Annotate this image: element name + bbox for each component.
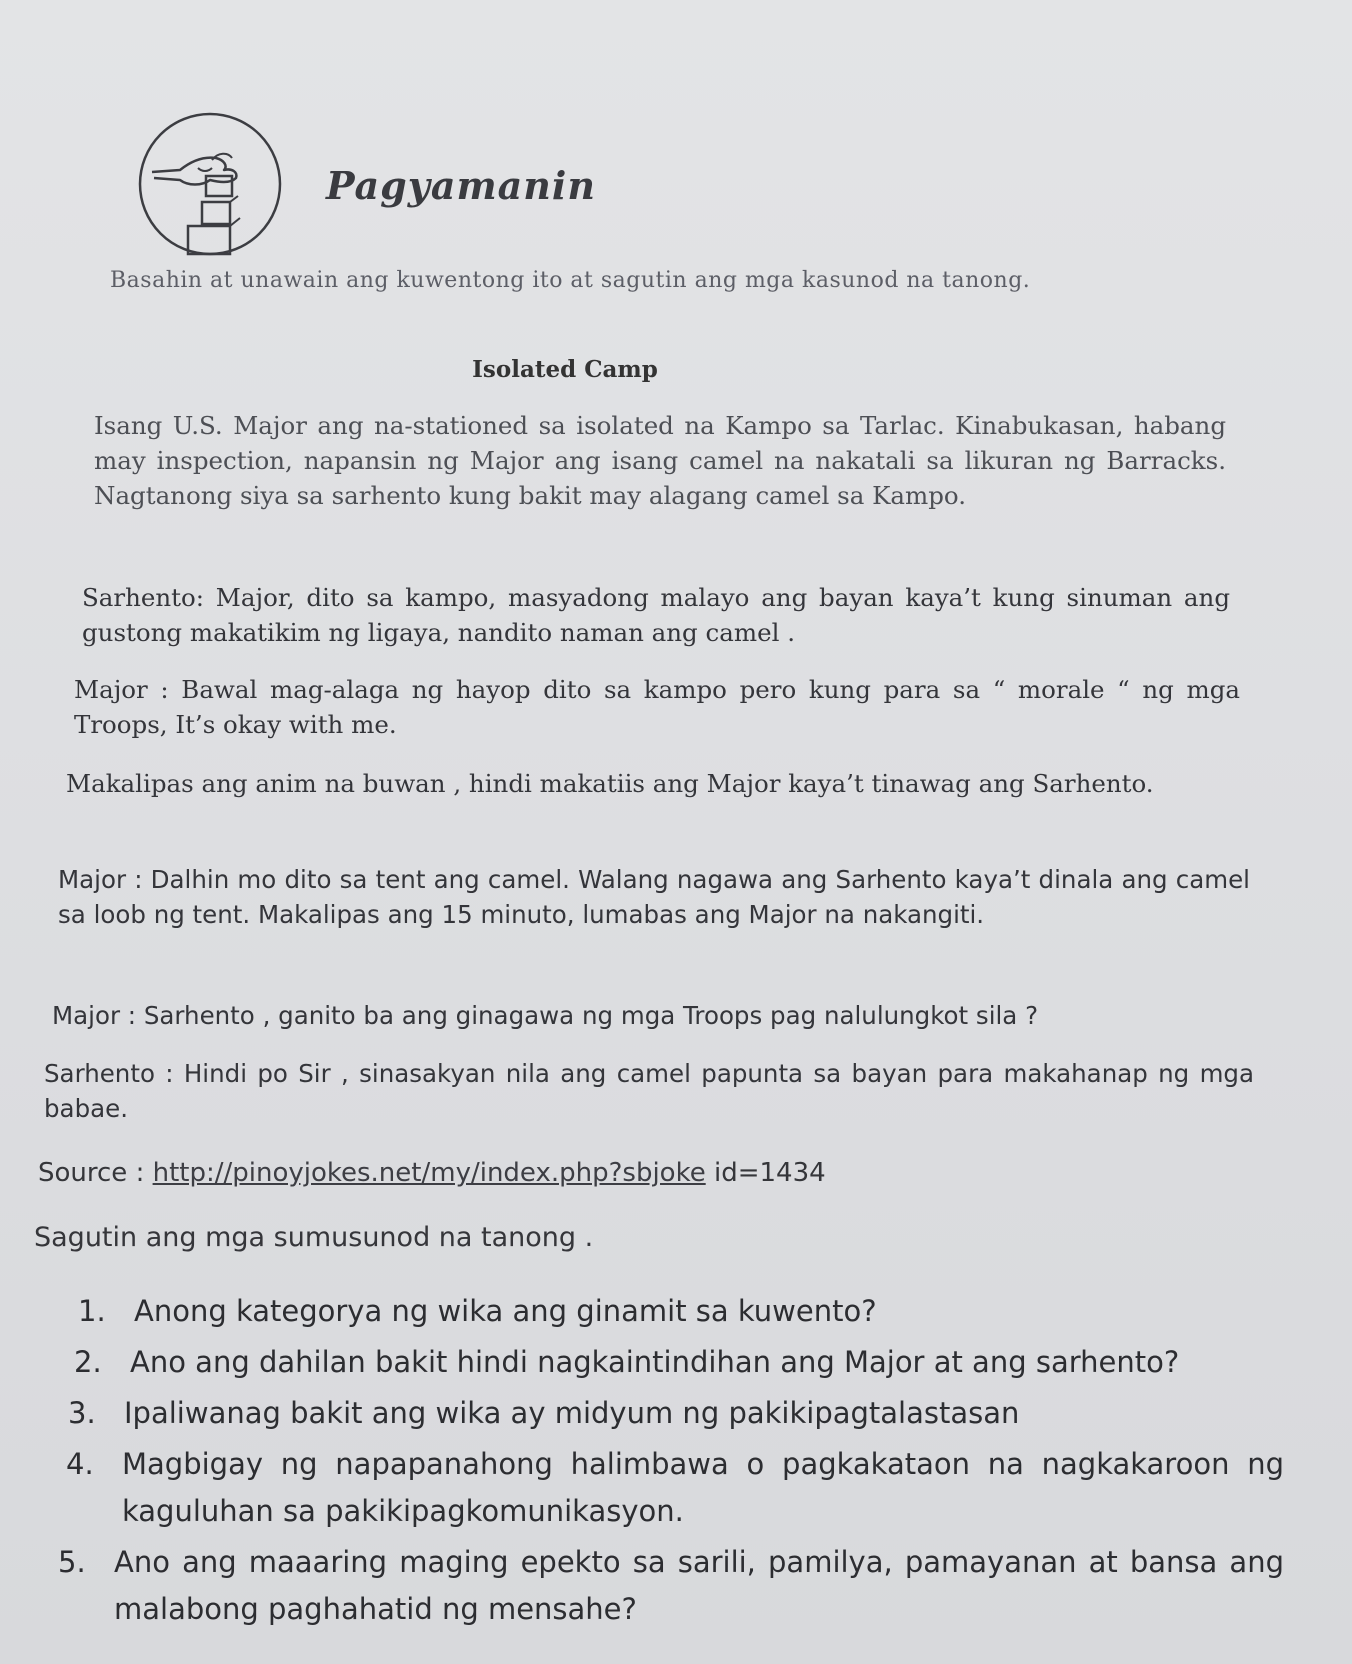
question-number: 2. [74, 1345, 102, 1379]
question-text: Ipaliwanag bakit ang wika ay midyum ng pakikipagtalastasan [124, 1396, 1020, 1430]
story-paragraph: Major : Dalhin mo dito sa tent ang camel. Walang nagawa ang Sarhento kaya’t dinala ang camel sa loob ng tent. Makalipas ang 15 minuto, lumabas ang Major na nakangiti. [58, 865, 1250, 929]
story-paragraph: Sarhento: Major, dito sa kampo, masyadong malayo ang bayan kaya’t kung sinuman ang gustong makatikim ng ligaya, nandito naman ang camel . [82, 583, 1230, 647]
question-list [58, 1288, 1284, 1637]
story-paragraph: Sarhento : Hindi po Sir , sinasakyan nila ang camel papunta sa bayan para makahanap ng mga babae. [44, 1059, 1254, 1123]
question-text: Anong kategorya ng wika ang ginamit sa kuwento? [134, 1294, 877, 1328]
question-number: 3. [68, 1396, 96, 1430]
question-item [58, 1539, 1284, 1633]
source-label: Source : [38, 1158, 145, 1188]
source-suffix: id=1434 [705, 1158, 826, 1188]
story-title: Isolated Camp [472, 356, 658, 383]
story-paragraph: Major : Sarhento , ganito ba ang ginagawa ng mga Troops pag nalulungkot sila ? [52, 1001, 1039, 1030]
question-item [66, 1441, 1284, 1535]
question-number: 4. [66, 1447, 94, 1481]
question-text: Magbigay ng napapanahong halimbawa o pagkakataon na nagkakaroon ng kaguluhan sa pakikipagkomunikasyon. [122, 1447, 1284, 1528]
question-text: Ano ang dahilan bakit hindi nagkaintindihan ang Major at ang sarhento? [130, 1345, 1180, 1379]
section-title: Pagyamanin [326, 163, 596, 208]
source-citation [38, 1158, 826, 1188]
reading-instruction: Basahin at unawain ang kuwentong ito at sagutin ang mga kasunod na tanong. [110, 268, 1031, 293]
source-link[interactable]: http://pinoyjokes.net/my/index.php?sbjoke [152, 1158, 706, 1188]
question-text: Ano ang maaaring maging epekto sa sarili, pamilya, pamayanan at bansa ang malabong paghahatid ng mensahe? [114, 1545, 1284, 1626]
question-item [68, 1390, 1284, 1437]
question-number: 1. [78, 1294, 106, 1328]
hand-stacking-blocks-icon [132, 112, 292, 272]
question-item [78, 1288, 1284, 1335]
questions-instruction: Sagutin ang mga sumusunod na tanong . [34, 1222, 594, 1253]
story-intro: Isang U.S. Major ang na-stationed sa isolated na Kampo sa Tarlac. Kinabukasan, habang may inspection, napansin ng Major ang isang camel na nakatali sa likuran ng Barracks. Nagtanong siya sa sarhento kung bakit may alagang camel sa Kampo. [94, 411, 1226, 510]
question-number: 5. [58, 1545, 86, 1579]
story-paragraph: Makalipas ang anim na buwan , hindi makatiis ang Major kaya’t tinawag ang Sarhento. [66, 769, 1154, 798]
question-item [74, 1339, 1284, 1386]
story-paragraph: Major : Bawal mag-alaga ng hayop dito sa kampo pero kung para sa “ morale “ ng mga Troops, It’s okay with me. [74, 675, 1240, 739]
